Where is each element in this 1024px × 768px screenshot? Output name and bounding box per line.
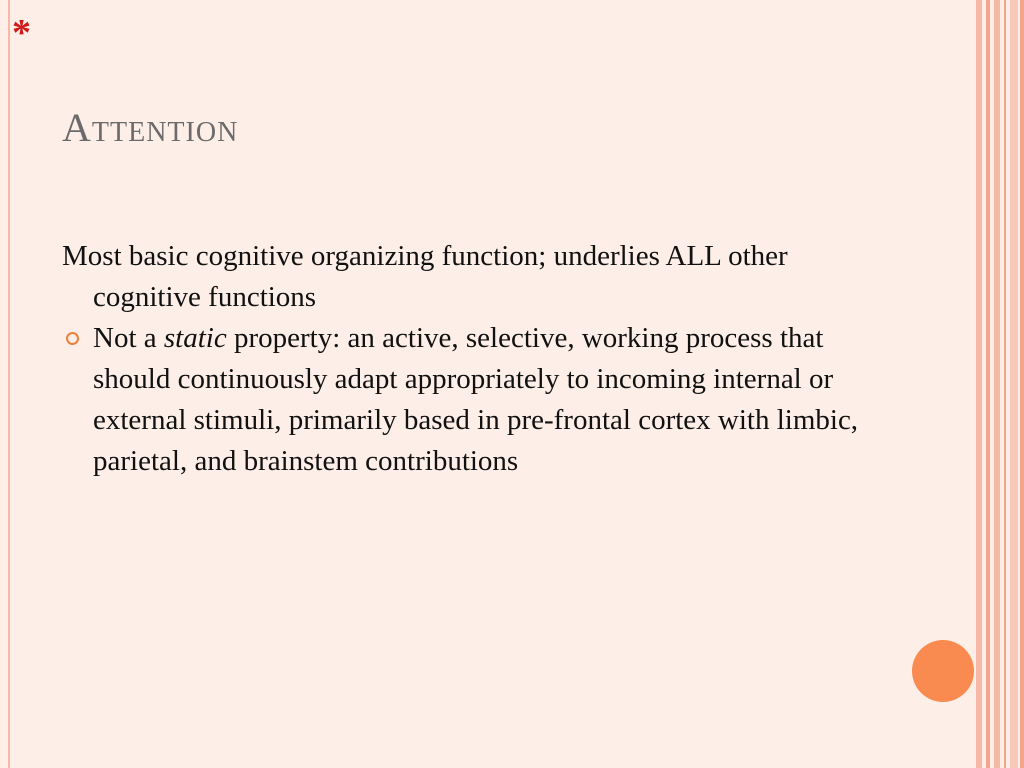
asterisk-icon: *: [12, 12, 31, 54]
slide-title: Attention: [62, 105, 239, 150]
slide-body: [62, 236, 902, 482]
stripe: [986, 0, 990, 768]
stripe: [976, 0, 982, 768]
orange-circle-decoration: [912, 640, 974, 702]
item-text-after: property: an active, selective, working process that should continuously adapt appropriately to incoming internal or external stimuli, primarily based in pre-frontal cortex with limbic, parietal, and brainstem contributions: [93, 322, 859, 477]
list-item: [62, 236, 902, 318]
stripe: [1020, 0, 1024, 768]
left-border-line: [8, 0, 10, 768]
stripe: [1004, 0, 1006, 768]
list-item: [62, 318, 902, 482]
item-text-emphasis: static: [163, 322, 227, 354]
stripe: [1010, 0, 1018, 768]
item-text: Most basic cognitive organizing function; underlies ALL other cognitive functions: [62, 240, 788, 313]
stripe: [994, 0, 1000, 768]
item-text-before: Not a: [93, 322, 164, 354]
circle-bullet-icon: [66, 332, 79, 345]
right-decorative-stripes: [976, 0, 1024, 768]
